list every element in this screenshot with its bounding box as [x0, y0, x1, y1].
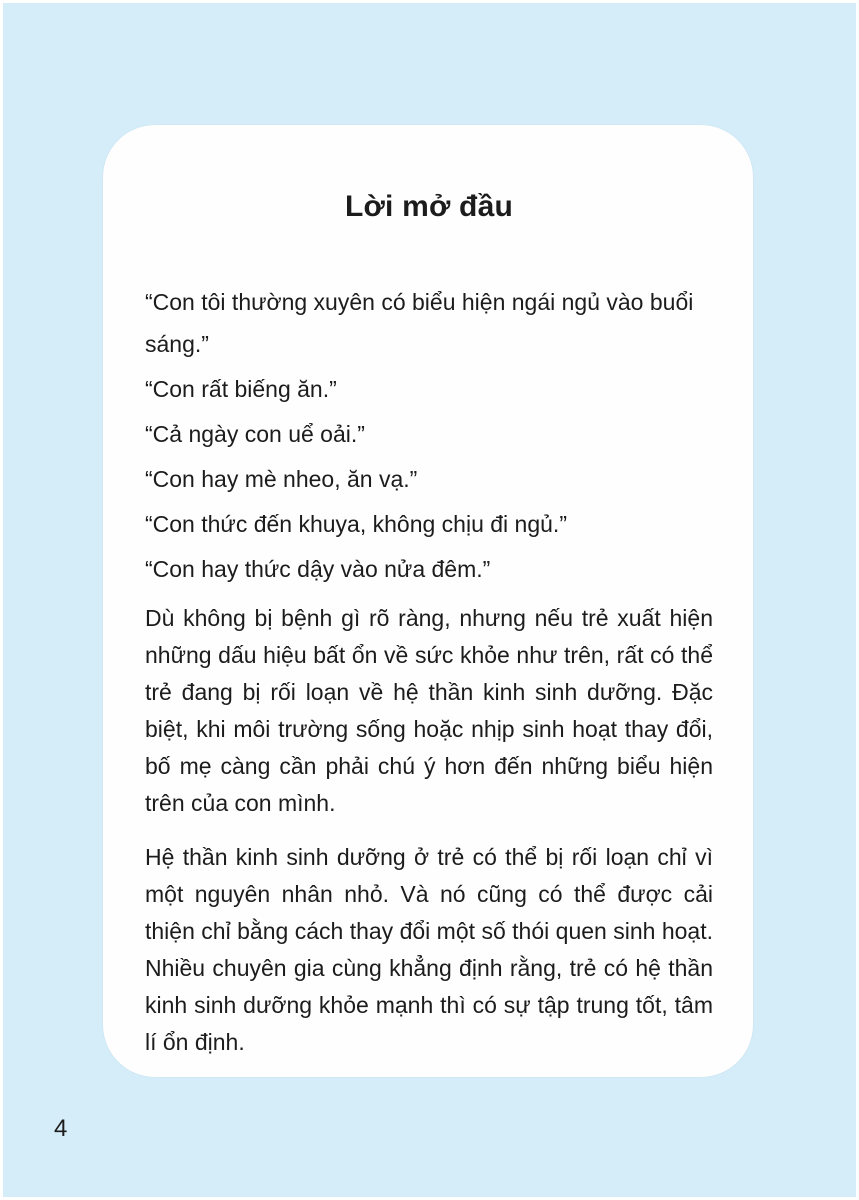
- quote-line: “Con thức đến khuya, không chịu đi ngủ.”: [145, 511, 567, 537]
- text-card: [103, 125, 753, 1077]
- page-title: Lời mở đầu: [345, 190, 513, 223]
- quote-line: “Con hay mè nheo, ăn vạ.”: [145, 466, 418, 492]
- quote-line: “Con hay thức dậy vào nửa đêm.”: [145, 556, 491, 582]
- quote-line: “Con rất biếng ăn.”: [145, 376, 337, 402]
- body-paragraph: Hệ thần kinh sinh dưỡng ở trẻ có thể bị rối loạn chỉ vì một nguyên nhân nhỏ. Và nó cũng có thể được cải thiện chỉ bằng cách thay đổi một số thói quen sinh hoạt. Nhiều chuyên gia cùng khẳng định rằng, trẻ có hệ thần kinh sinh dưỡng khỏe mạnh thì có sự tập trung tốt, tâm lí ổn định.: [145, 844, 713, 1055]
- quote-line: “Cả ngày con uể oải.”: [145, 421, 365, 447]
- quote-line: “Con tôi thường xuyên có biểu hiện ngái ngủ vào buổi sáng.”: [145, 289, 694, 357]
- page-number: 4: [54, 1115, 68, 1142]
- body-paragraph: Dù không bị bệnh gì rõ ràng, nhưng nếu trẻ xuất hiện những dấu hiệu bất ổn về sức khỏe như trên, rất có thể trẻ đang bị rối loạn về hệ thần kinh sinh dưỡng. Đặc biệt, khi môi trường sống hoặc nhịp sinh hoạt thay đổi, bố mẹ càng cần phải chú ý hơn đến những biểu hiện trên của con mình.: [145, 605, 713, 816]
